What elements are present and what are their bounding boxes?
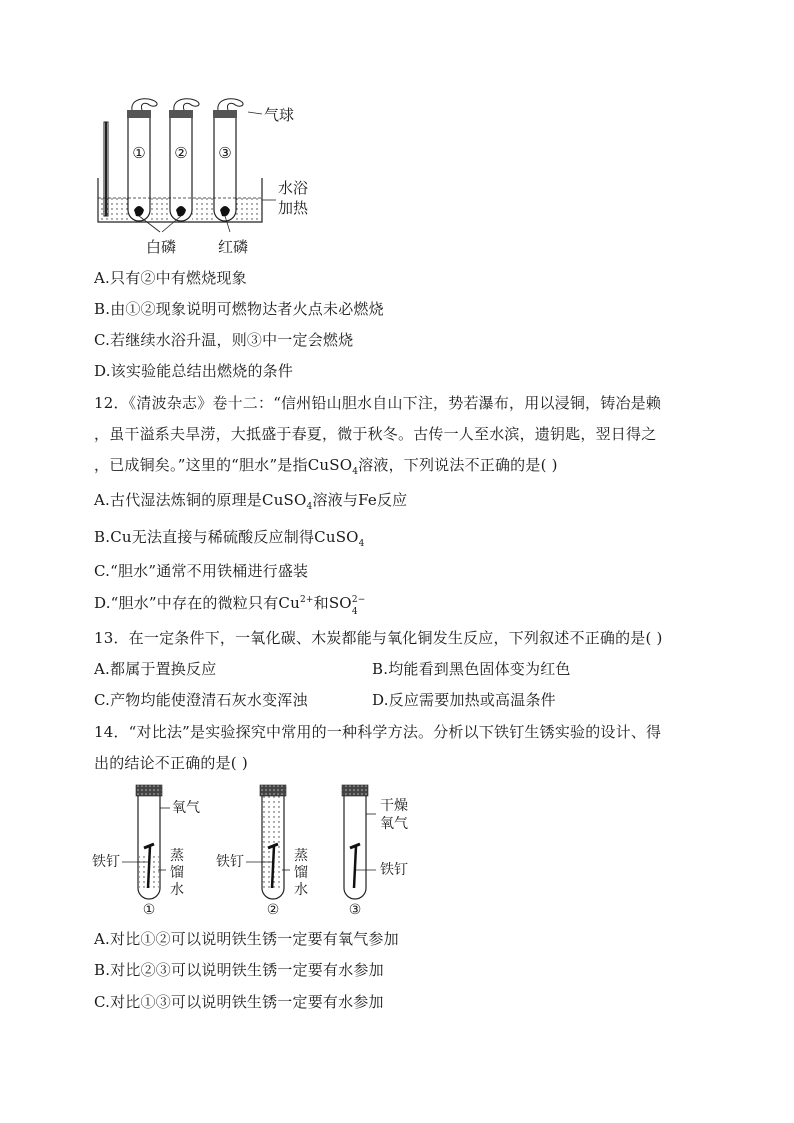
oxygen-label: 氧气 bbox=[172, 800, 200, 816]
q13-option-d: D.反应需要加热或高温条件 bbox=[372, 691, 556, 709]
q12-option-d: D.“胆水”中存在的微粒只有$Cu^{2+}$和SO 2− 4 bbox=[94, 594, 366, 617]
q11-option-b: B.由①②现象说明可燃物达者火点未必燃烧 bbox=[94, 300, 384, 318]
q14-option-b: B.对比②③可以说明铁生锈一定要有水参加 bbox=[94, 961, 384, 979]
q11-option-d: D.该实验能总结出燃烧的条件 bbox=[94, 362, 294, 380]
q12-option-a: A.古代湿法炼铜的原理是CuSO$_4$溶液与Fe反应 bbox=[94, 491, 408, 512]
distilled-water-label-2-b: 馏 bbox=[294, 865, 308, 881]
nail-tube-number-1: ① bbox=[142, 902, 156, 918]
rusting-diagram bbox=[92, 780, 422, 920]
tube-label-3: ③ bbox=[218, 144, 232, 162]
q12-stem-line3 bbox=[94, 455, 558, 475]
q14-option-a: A.对比①②可以说明铁生锈一定要有氧气参加 bbox=[94, 930, 399, 948]
rusting-figure bbox=[92, 780, 422, 920]
dry-oxygen-label: 氧气 bbox=[380, 816, 408, 832]
nail-tube-1 bbox=[136, 785, 162, 899]
heating-label: 加热 bbox=[278, 199, 309, 217]
white-phosphorus-label: 白磷 bbox=[146, 238, 177, 256]
q14-stem-line1: 14．“对比法”是实验探究中常用的一种科学方法。分析以下铁钉生锈实验的设计、得 bbox=[94, 723, 662, 741]
q11-option-c: C.若继续水浴升温，则③中一定会燃烧 bbox=[94, 331, 354, 349]
water-bath-label: 水浴 bbox=[278, 179, 309, 197]
nail-tube-3 bbox=[342, 785, 368, 899]
q12-stem-line1: 12．《清波杂志》卷十二：“信州铅山胆水自山下注，势若瀑布，用以浸铜，铸冶是赖 bbox=[94, 394, 662, 412]
q12-line3-text-a: ，已成铜矣。”这里的“胆水”是指 bbox=[94, 456, 308, 474]
distilled-water-label-1-b: 馏 bbox=[170, 865, 184, 881]
distilled-water-label-1-a: 蒸 bbox=[170, 848, 184, 864]
cuso4-formula: CuSO$_4$ bbox=[307, 456, 359, 477]
balloon-label: 气球 bbox=[264, 106, 295, 124]
q12-option-c: C.“胆水”通常不用铁桶进行盛装 bbox=[94, 562, 309, 580]
q13-option-a: A.都属于置换反应 bbox=[94, 660, 217, 678]
q12-option-b: B.Cu无法直接与稀硫酸反应制得CuSO$_4$ bbox=[94, 528, 365, 549]
nail-label-3: 铁钉 bbox=[380, 862, 408, 878]
q13-option-c: C.产物均能使澄清石灰水变浑浊 bbox=[94, 691, 308, 709]
q12-line3-text-b: 溶液，下列说法不正确的是( ) bbox=[358, 456, 558, 474]
distilled-water-label-2-c: 水 bbox=[294, 882, 308, 898]
nail-tube-number-3: ③ bbox=[348, 902, 362, 918]
combustion-diagram bbox=[90, 92, 320, 262]
q14-option-c: C.对比①③可以说明铁生锈一定要有水参加 bbox=[94, 993, 384, 1011]
tube-label-2: ② bbox=[174, 144, 188, 162]
tube-label-1: ① bbox=[132, 144, 146, 162]
q11-option-a: A.只有②中有燃烧现象 bbox=[94, 269, 247, 287]
dry-label: 干燥 bbox=[380, 798, 408, 814]
nail-tube-number-2: ② bbox=[266, 902, 280, 918]
q13-option-b: B.均能看到黑色固体变为红色 bbox=[372, 660, 571, 678]
nail-label-2: 铁钉 bbox=[216, 854, 244, 870]
distilled-water-label-1-c: 水 bbox=[170, 882, 184, 898]
distilled-water-label-2-a: 蒸 bbox=[294, 848, 308, 864]
q13-stem: 13．在一定条件下，一氧化碳、木炭都能与氧化铜发生反应，下列叙述不正确的是( ) bbox=[94, 629, 663, 647]
q12-stem-line2: ，虽干溢系夫旱涝，大抵盛于春夏，微于秋冬。古传一人至水滨，遗钥匙，翌日得之 bbox=[94, 425, 657, 443]
q14-stem-line2: 出的结论不正确的是( ) bbox=[94, 754, 248, 772]
nail-tube-2 bbox=[260, 785, 286, 899]
nail-label-1: 铁钉 bbox=[92, 854, 120, 870]
red-phosphorus-label: 红磷 bbox=[218, 238, 249, 256]
combustion-figure bbox=[90, 92, 320, 262]
